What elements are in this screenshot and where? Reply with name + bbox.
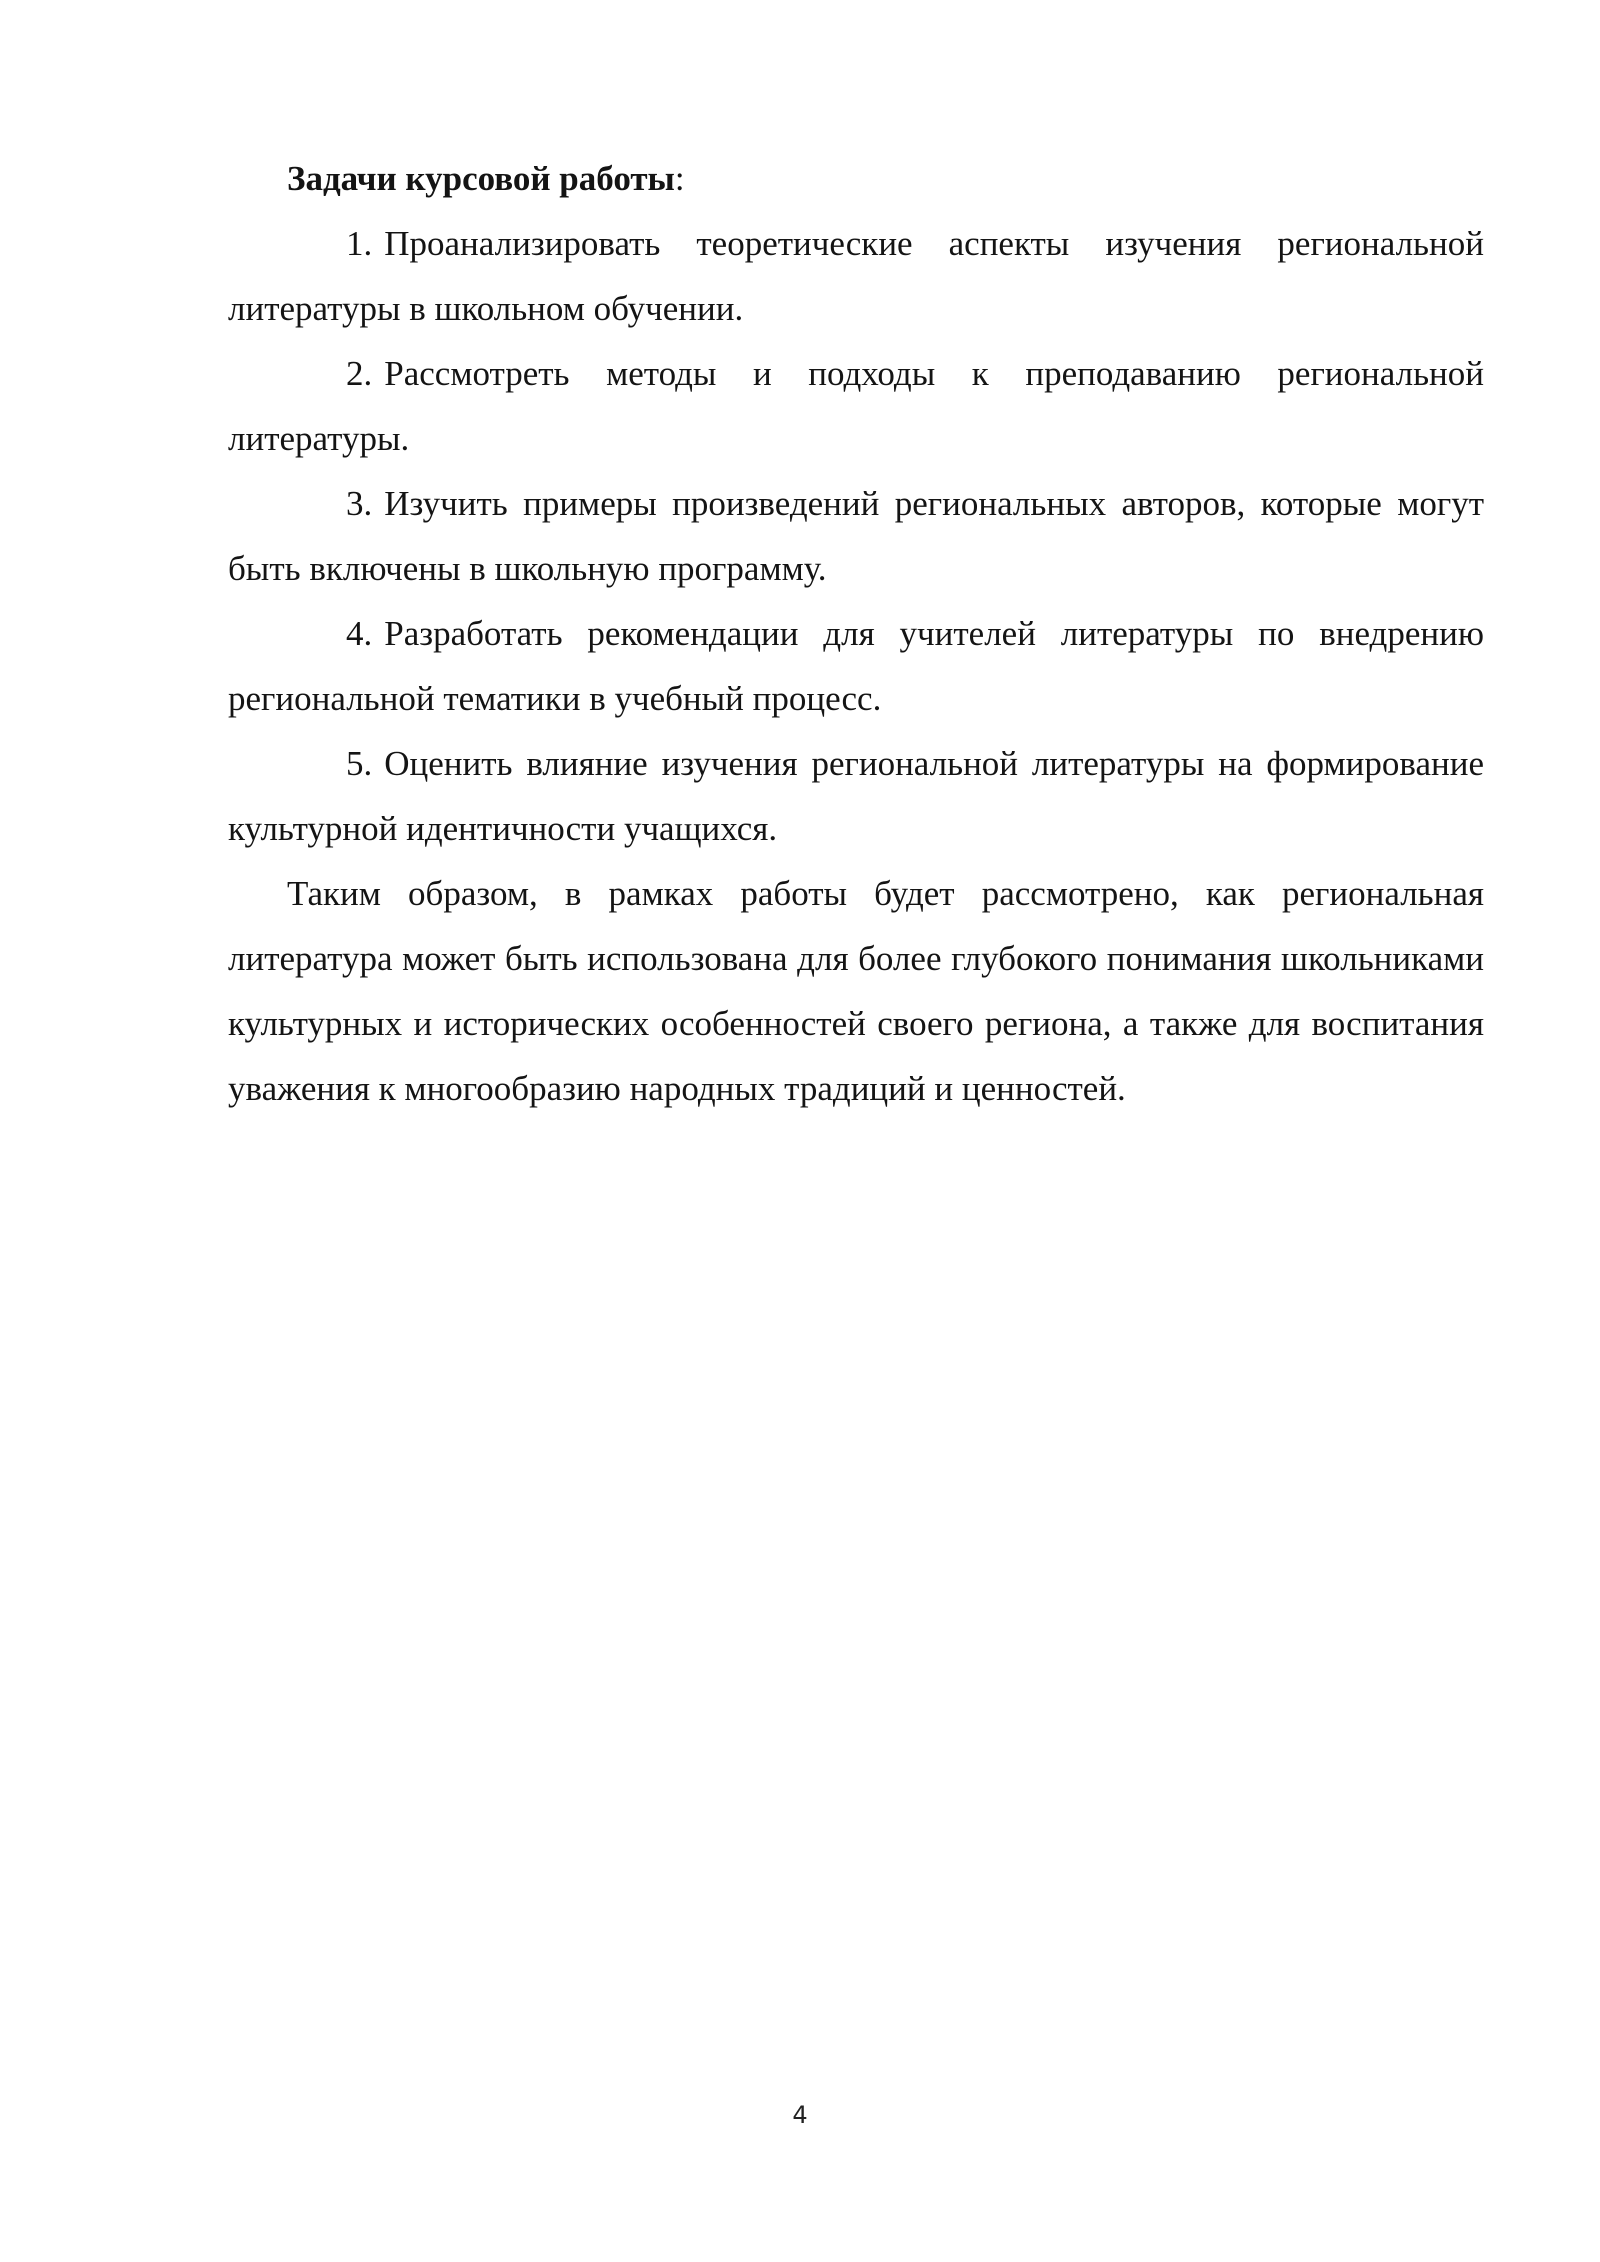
task-number: 4. — [346, 614, 373, 653]
task-text: Рассмотреть методы и подходы к преподаванию региональной литературы. — [228, 354, 1484, 458]
task-number: 1. — [346, 224, 373, 263]
task-text: Изучить примеры произведений региональных авторов, которые могут быть включены в школьную программу. — [228, 484, 1484, 588]
page-body — [228, 146, 1484, 1121]
task-number: 2. — [346, 354, 373, 393]
task-number: 3. — [346, 484, 373, 523]
task-item-5 — [228, 731, 1484, 861]
tasks-heading-colon: : — [674, 159, 685, 198]
task-item-2 — [228, 341, 1484, 471]
tasks-heading-bold: Задачи курсовой работы — [287, 159, 675, 198]
task-item-3 — [228, 471, 1484, 601]
task-item-1 — [228, 211, 1484, 341]
task-text: Проанализировать теоретические аспекты изучения региональной литературы в школьном обучении. — [228, 224, 1484, 328]
tasks-heading — [228, 146, 1484, 211]
task-text: Разработать рекомендации для учителей литературы по внедрению региональной тематики в учебный процесс. — [228, 614, 1484, 718]
task-number: 5. — [346, 744, 373, 783]
task-text: Оценить влияние изучения региональной литературы на формирование культурной идентичности учащихся. — [228, 744, 1484, 848]
page-number: 4 — [792, 2101, 808, 2129]
conclusion-paragraph: Таким образом, в рамках работы будет рассмотрено, как региональная литература может быть использована для более глубокого понимания школьниками культурных и исторических особенностей своего региона, а также для воспитания уважения к многообразию народных традиций и ценностей. — [228, 874, 1484, 1108]
task-item-4 — [228, 601, 1484, 731]
